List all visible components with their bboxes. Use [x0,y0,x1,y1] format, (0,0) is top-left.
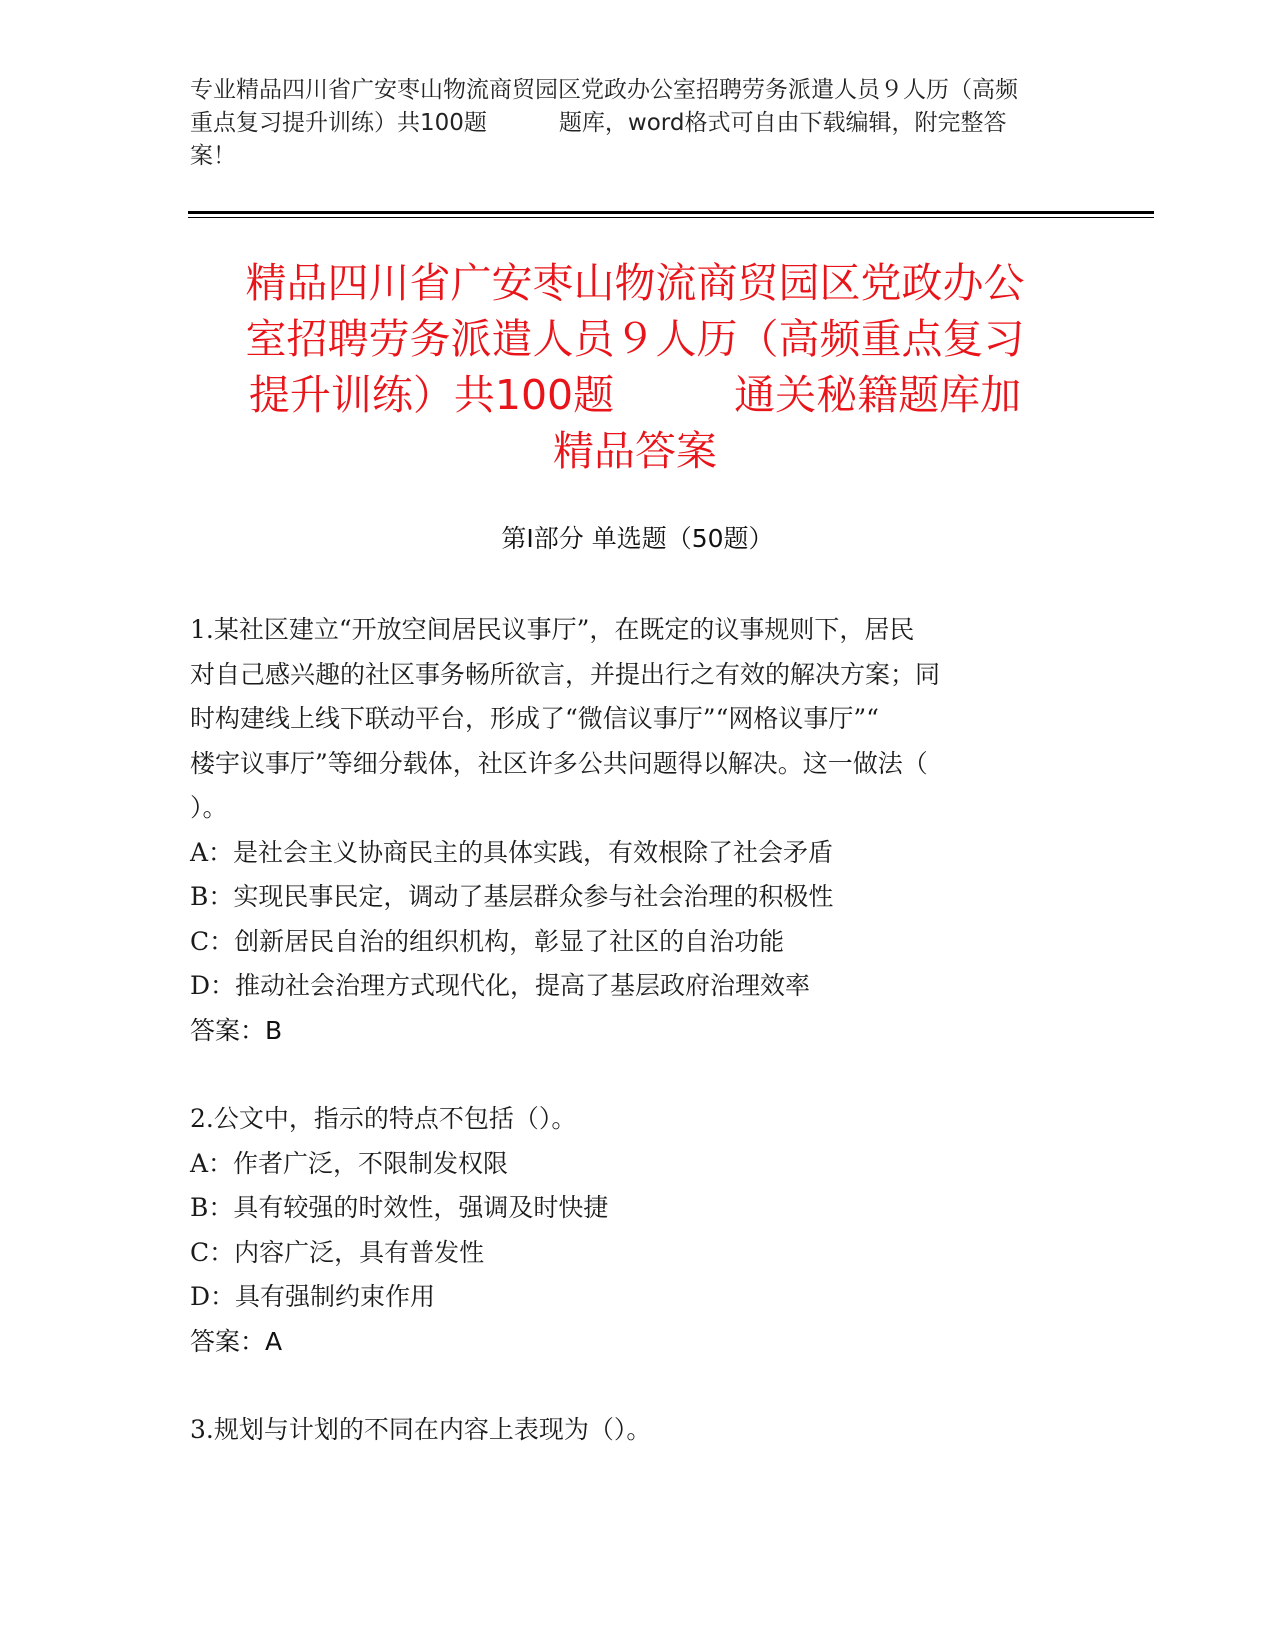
title-line-3 [190,367,1080,423]
question-2 [190,1097,1070,1364]
question-1 [190,608,1070,1053]
document-header [190,74,1080,173]
question-1-answer: 答案：B [190,1015,283,1045]
header-line-2-part-1: 重点复习提升训练）共100题 [190,110,487,136]
title-line-1: 精品四川省广安枣山物流商贸园区党政办公 [245,259,1025,307]
question-2-option-d: D：具有强制约束作用 [190,1282,436,1311]
header-line-3: 案！ [190,143,236,169]
question-3-stem-line-1: 3.规划与计划的不同在内容上表现为（）。 [190,1415,652,1444]
title-line-3-part-1: 提升训练）共100题 [248,371,615,419]
question-3 [190,1408,1070,1453]
question-1-option-c: C：创新居民自治的组织机构，彰显了社区的自治功能 [190,926,785,956]
question-2-stem-line-1: 2.公文中，指示的特点不包括（）。 [190,1104,577,1133]
question-2-option-a: A：作者广泛，不限制发权限 [190,1148,509,1178]
question-1-option-b: B：实现民事民定，调动了基层群众参与社会治理的积极性 [190,882,834,911]
header-line-1: 专业精品四川省广安枣山物流商贸园区党政办公室招聘劳务派遣人员９人历（高频 [190,77,1018,103]
title-line-3-part-2: 通关秘籍题库加 [734,371,1022,419]
question-1-stem-line-1: 1.某社区建立“开放空间居民议事厅”，在既定的议事规则下，居民 [190,615,915,644]
header-line-2-part-2: 题库，word格式可自由下载编辑，附完整答 [558,110,1007,136]
header-divider-thick [188,211,1154,214]
question-1-stem-line-2: 对自己感兴趣的社区事务畅所欲言，并提出行之有效的解决方案；同 [190,659,941,689]
question-2-answer: 答案：A [190,1326,283,1356]
question-1-stem-line-3: 时构建线上线下联动平台，形成了“微信议事厅”“网格议事厅”“ [190,704,879,733]
title-line-2: 室招聘劳务派遣人员９人历（高频重点复习 [245,315,1025,363]
section-title: 第Ⅰ部分 单选题（50题） [501,524,774,553]
question-1-stem-line-5: ）。 [190,793,228,822]
page-title [190,255,1080,479]
question-list [190,608,1070,1453]
question-2-option-c: C：内容广泛，具有普发性 [190,1237,485,1267]
question-1-option-a: A：是社会主义协商民主的具体实践，有效根除了社会矛盾 [190,837,834,867]
header-line-2 [190,107,1080,140]
question-1-stem-line-4: 楼宇议事厅”等细分载体，社区许多公共问题得以解决。这一做法（ [190,748,928,778]
title-line-4: 精品答案 [553,427,717,475]
header-divider-thin [188,217,1154,218]
question-2-option-b: B：具有较强的时效性，强调及时快捷 [190,1193,609,1222]
question-1-option-d: D：推动社会治理方式现代化，提高了基层政府治理效率 [190,971,811,1000]
